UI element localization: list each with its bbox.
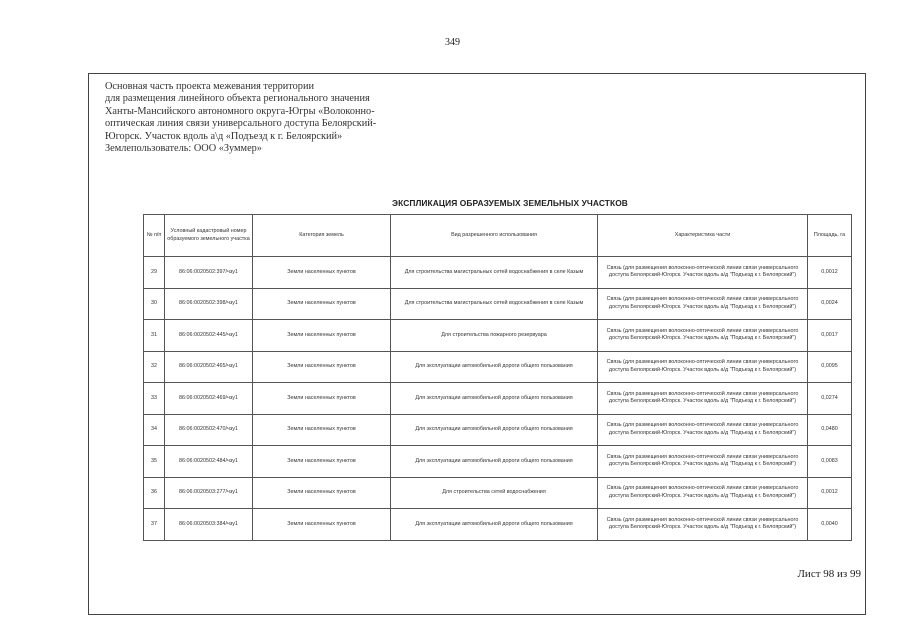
cell-category: Земли населенных пунктов xyxy=(253,477,391,509)
cell-characteristic: Связь (для размещения волоконно-оптической линии связи универсального доступа Белоярский-Югорск. Участок вдоль а/д "Подъезд к г. Белоярский") xyxy=(598,320,808,352)
cell-characteristic: Связь (для размещения волоконно-оптической линии связи универсального доступа Белоярский-Югорск. Участок вдоль а/д "Подъезд к г. Белоярский") xyxy=(598,257,808,289)
cell-cadastral: 86:06:0020502:465/чзу1 xyxy=(165,351,253,383)
cell-num: 34 xyxy=(144,414,165,446)
cell-usage: Для эксплуатации автомобильной дороги общего пользования xyxy=(391,509,598,541)
cell-category: Земли населенных пунктов xyxy=(253,320,391,352)
table-row xyxy=(144,257,852,289)
cell-characteristic: Связь (для размещения волоконно-оптической линии связи универсального доступа Белоярский-Югорск. Участок вдоль а/д "Подъезд к г. Белоярский") xyxy=(598,446,808,478)
cell-area: 0,0017 xyxy=(808,320,852,352)
cell-usage: Для строительства пожарного резервуара xyxy=(391,320,598,352)
header-line: для размещения линейного объекта регионального значения xyxy=(105,93,370,105)
cell-category: Земли населенных пунктов xyxy=(253,446,391,478)
cell-num: 29 xyxy=(144,257,165,289)
cell-num: 35 xyxy=(144,446,165,478)
cell-cadastral: 86:06:0020503:384/чзу1 xyxy=(165,509,253,541)
table-row xyxy=(144,288,852,320)
cell-category: Земли населенных пунктов xyxy=(253,257,391,289)
page-number: 349 xyxy=(445,37,460,48)
cell-cadastral: 86:06:0020503:277/чзу1 xyxy=(165,477,253,509)
cell-area: 0,0095 xyxy=(808,351,852,383)
col-header-characteristic: Характеристика части xyxy=(598,215,808,257)
cell-usage: Для эксплуатации автомобильной дороги общего пользования xyxy=(391,383,598,415)
table-header-row xyxy=(144,215,852,257)
cell-category: Земли населенных пунктов xyxy=(253,288,391,320)
explication-table xyxy=(143,214,852,541)
cell-area: 0,0012 xyxy=(808,257,852,289)
cell-usage: Для эксплуатации автомобильной дороги общего пользования xyxy=(391,446,598,478)
table-row xyxy=(144,351,852,383)
cell-category: Земли населенных пунктов xyxy=(253,509,391,541)
cell-characteristic: Связь (для размещения волоконно-оптической линии связи универсального доступа Белоярский-Югорск. Участок вдоль а/д "Подъезд к г. Белоярский") xyxy=(598,477,808,509)
header-line: Землепользователь: ООО «Зуммер» xyxy=(105,143,262,155)
cell-usage: Для эксплуатации автомобильной дороги общего пользования xyxy=(391,351,598,383)
cell-cadastral: 86:06:0020502:445/чзу1 xyxy=(165,320,253,352)
cell-area: 0,0083 xyxy=(808,446,852,478)
cell-characteristic: Связь (для размещения волоконно-оптической линии связи универсального доступа Белоярский-Югорск. Участок вдоль а/д "Подъезд к г. Белоярский") xyxy=(598,288,808,320)
cell-area: 0,0480 xyxy=(808,414,852,446)
cell-cadastral: 86:06:0020502:484/чзу1 xyxy=(165,446,253,478)
cell-category: Земли населенных пунктов xyxy=(253,414,391,446)
table-row xyxy=(144,414,852,446)
cell-category: Земли населенных пунктов xyxy=(253,383,391,415)
cell-num: 32 xyxy=(144,351,165,383)
col-header-cadastral: Условный кадастровый номер образуемого земельного участка xyxy=(165,215,253,257)
cell-area: 0,0024 xyxy=(808,288,852,320)
cell-characteristic: Связь (для размещения волоконно-оптической линии связи универсального доступа Белоярский-Югорск. Участок вдоль а/д "Подъезд к г. Белоярский") xyxy=(598,414,808,446)
header-line: оптическая линия связи универсального доступа Белоярский- xyxy=(105,118,377,130)
cell-usage: Для эксплуатации автомобильной дороги общего пользования xyxy=(391,414,598,446)
cell-category: Земли населенных пунктов xyxy=(253,351,391,383)
cell-cadastral: 86:06:0020502:470/чзу1 xyxy=(165,414,253,446)
col-header-category: Категория земель xyxy=(253,215,391,257)
cell-num: 31 xyxy=(144,320,165,352)
table-row xyxy=(144,477,852,509)
table-row xyxy=(144,320,852,352)
cell-num: 37 xyxy=(144,509,165,541)
cell-cadastral: 86:06:0020502:398/чзу1 xyxy=(165,288,253,320)
header-line: Основная часть проекта межевания территории xyxy=(105,81,314,92)
cell-usage: Для строительства сетей водоснабжения xyxy=(391,477,598,509)
sheet-footer: Лист 98 из 99 xyxy=(797,568,861,580)
cell-usage: Для строительства магистральных сетей водоснабжения в селе Казым xyxy=(391,288,598,320)
header-line: Югорск. Участок вдоль а\д «Подъезд к г. Белоярский» xyxy=(105,130,343,142)
cell-num: 33 xyxy=(144,383,165,415)
col-header-num: № п/п xyxy=(144,215,165,257)
cell-usage: Для строительства магистральных сетей водоснабжения в селе Казым xyxy=(391,257,598,289)
cell-characteristic: Связь (для размещения волоконно-оптической линии связи универсального доступа Белоярский-Югорск. Участок вдоль а/д "Подъезд к г. Белоярский") xyxy=(598,383,808,415)
col-header-area: Площадь, га xyxy=(808,215,852,257)
cell-cadastral: 86:06:0020502:469/чзу1 xyxy=(165,383,253,415)
table-row xyxy=(144,509,852,541)
header-line: Ханты-Мансийского автономного округа-Югры «Волоконно- xyxy=(105,105,375,117)
cell-characteristic: Связь (для размещения волоконно-оптической линии связи универсального доступа Белоярский-Югорск. Участок вдоль а/д "Подъезд к г. Белоярский") xyxy=(598,351,808,383)
col-header-usage: Вид разрешенного использования xyxy=(391,215,598,257)
cell-area: 0,0040 xyxy=(808,509,852,541)
table-row xyxy=(144,383,852,415)
table-body xyxy=(144,257,852,541)
cell-num: 30 xyxy=(144,288,165,320)
table-row xyxy=(144,446,852,478)
table-title: ЭКСПЛИКАЦИЯ ОБРАЗУЕМЫХ ЗЕМЕЛЬНЫХ УЧАСТКОВ xyxy=(392,198,628,208)
cell-characteristic: Связь (для размещения волоконно-оптической линии связи универсального доступа Белоярский-Югорск. Участок вдоль а/д "Подъезд к г. Белоярский") xyxy=(598,509,808,541)
cell-area: 0,0274 xyxy=(808,383,852,415)
cell-area: 0,0012 xyxy=(808,477,852,509)
cell-cadastral: 86:06:0020502:397/чзу1 xyxy=(165,257,253,289)
document-header xyxy=(105,81,425,155)
cell-num: 36 xyxy=(144,477,165,509)
